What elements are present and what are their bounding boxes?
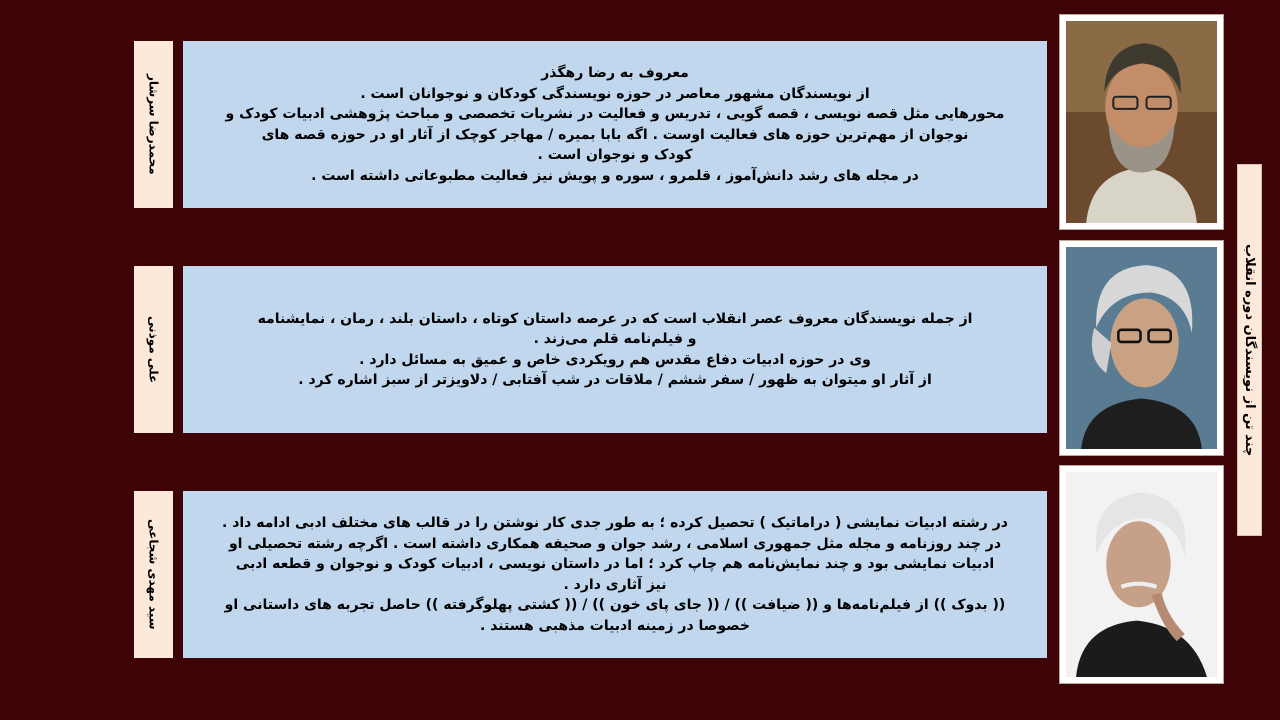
side-title: چند تن از نویسندگان دوره انقلاب [1242, 243, 1257, 457]
author-photo [1066, 472, 1217, 677]
author-photo-frame [1059, 240, 1224, 456]
author-name-box [134, 266, 173, 433]
bio-line: نیز آثاری دارد . [563, 576, 667, 593]
bio-line: وی در حوزه ادبیات دفاع مقدس هم رویکردی خاص و عمیق به مسائل دارد . [359, 351, 871, 368]
bio-line: (( بدوک )) از فیلم‌نامه‌ها و (( ضیافت )) / (( جای پای خون )) / (( کشتی پهلوگرفته )) حاصل تجربه های داستانی او [224, 597, 1006, 613]
bio-line: معروف به رضا رهگذر [541, 65, 689, 81]
author-photo-frame [1059, 14, 1224, 230]
bio-line: در مجله های رشد دانش‌آموز ، قلمرو ، سوره و پویش نیز فعالیت مطبوعاتی داشته است . [311, 167, 919, 184]
author-bio [183, 41, 1047, 208]
bio-line: خصوصا در زمینه ادبیات مذهبی هستند . [480, 617, 750, 634]
bio-line: در چند روزنامه و مجله مثل جمهوری اسلامی ، رشد جوان و صحیفه همکاری داشته است . اگرچه رشته تحصیلی او [228, 535, 1002, 552]
bio-line: از جمله نویسندگان معروف عصر انقلاب است که در عرصه داستان کوتاه ، داستان بلند ، رمان ، نمایشنامه [257, 310, 973, 327]
bio-line: نوجوان از مهم‌ترین حوزه های فعالیت اوست . اگه بابا بمیره / مهاجر کوچک از آثار او در حوزه قصه های [261, 126, 969, 143]
bio-line: کودک و نوجوان است . [537, 147, 693, 163]
author-name-box [134, 491, 173, 658]
bio-line: ادبیات نمایشی بود و چند نمایش‌نامه هم چاپ کرد ؛ اما در داستان نویسی ، ادبیات کودک و نوجوان و قطعه ادبی [235, 556, 995, 572]
author-name: سید مهدی شجاعی [146, 519, 161, 630]
author-bio [183, 266, 1047, 433]
author-photo [1066, 247, 1217, 449]
bio-line: از نویسندگان مشهور معاصر در حوزه نویسندگی کودکان و نوجوانان است . [360, 85, 870, 102]
author-photo-frame [1059, 465, 1224, 684]
author-bio [183, 491, 1047, 658]
author-photo [1066, 21, 1217, 223]
bio-line: و فیلم‌نامه قلم می‌زند . [533, 331, 697, 347]
author-name-box [134, 41, 173, 208]
bio-line: محورهایی مثل قصه نویسی ، قصه گویی ، تدریس و فعالیت در نشریات تخصصی و مباحث پژوهشی ادبیات کودک و [225, 106, 1005, 122]
bio-line: در رشته ادبیات نمایشی ( دراماتیک ) تحصیل کرده ؛ به طور جدی کار نوشتن را در قالب های مختلف ادبی ادامه داد . [222, 515, 1008, 531]
side-title-box [1237, 164, 1262, 536]
author-name: محمدرضا سرشار [146, 74, 161, 175]
author-name: علی موذنی [146, 315, 161, 384]
bio-line: از آثار او میتوان به ظهور / سفر ششم / ملاقات در شب آفتابی / دلاویزتر از سبز اشاره کرد . [298, 372, 932, 388]
